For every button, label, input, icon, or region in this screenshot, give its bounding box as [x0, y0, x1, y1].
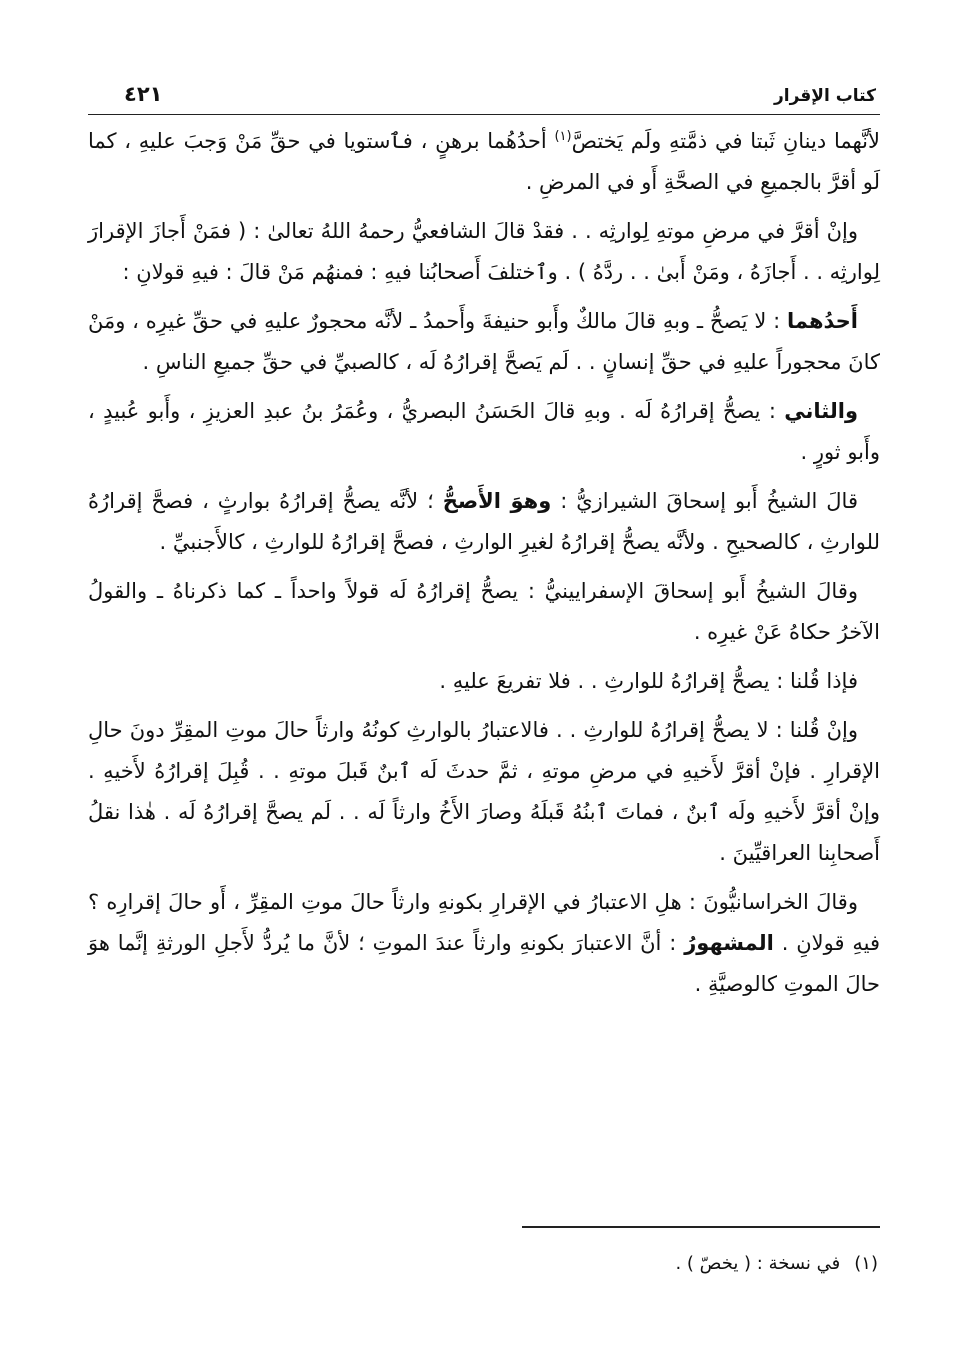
- paragraph-1-text-a: لأنَّهما دينانِ ثَبتا في ذمَّتهِ ولَم يَختصَّ: [571, 129, 880, 153]
- running-header: [88, 78, 880, 115]
- paragraph-9-text-a: وقالَ الخراسانيُّونَ : هلِ الاعتبارُ في الإقرارِ بكونهِ وارثاً حالَ موتِ المقِرِّ ، أَو حالَ إقرارِه ؟ فيهِ قولانِ .: [88, 890, 881, 955]
- paragraph-3-lead: أَحدُهما: [787, 309, 858, 333]
- paragraph-1-text-b: أحدُهُما برهنٍ ، فٱستويا في حقِّ مَنْ وَجبَ عليهِ ، كما لَو أقرَّ بالجميعِ في الصحَّةِ أَو في المرضِ .: [88, 129, 880, 194]
- footnote-reference: (١): [554, 129, 572, 144]
- paragraph-5: [88, 481, 880, 563]
- paragraph-9: [88, 882, 880, 1005]
- footnote-divider: [522, 1226, 880, 1228]
- paragraph-5-text-a: قالَ الشيخُ أَبو إسحاقَ الشيرازيُّ :: [551, 489, 858, 513]
- document-page: [88, 78, 880, 1348]
- paragraph-8: وإنْ قُلنا : لا يصحُّ إقرارُهُ للوارثِ . . فالاعتبارُ بالوارثِ كونُهُ وارثاً حالَ موتِ المقِرِّ دونَ حالِ الإقرارِ . فإنْ أقرَّ لأَخيهِ في مرضِ موتهِ ، ثمَّ حدثَ لَه ٱبنٌ قَبلَ موتهِ . . قُبِلَ إقرارُهُ لأَخيهِ . وإنْ أقرَّ لأَخيهِ ولَه ٱبنٌ ، فماتَ ٱبنُهُ قَبلَهُ وصارَ الأَخُ وارثاً لَه . . لَم يصحَّ إقرارُهُ لَه . هٰذا نقلُ أَصحابِنا العراقيِّينَ .: [88, 718, 880, 865]
- footnote-text: في نسخة : ( يخصّ ) .: [675, 1253, 841, 1274]
- paragraph-4-text: : يصحُّ إقرارُهُ لَه . وبهِ قالَ الحَسَنُ البصريُّ ، وعُمَرُ بنُ عبدِ العزيزِ ، وأَبو عُبيدٍ ، وأَبو ثورٍ .: [88, 399, 880, 464]
- paragraph-4-lead: والثاني: [784, 399, 858, 423]
- book-title: كتاب الإقرار: [773, 86, 876, 106]
- paragraph-7: فإذا قُلنا : يصحُّ إقرارُهُ للوارثِ . . فلا تفريعَ عليهِ .: [439, 669, 858, 693]
- paragraph-3: [88, 301, 880, 383]
- paragraph-1: [88, 121, 880, 203]
- paragraph-5-text-b: ؛ لأنَّه يصحُّ إقرارُهُ بوارثٍ ، فصحَّ إقرارُهُ للوارثِ ، كالصحيحِ . ولأنَّه يصحُّ إقرارُهُ لغيرِ الوارثِ ، فصحَّ إقرارُهُ للوارثِ ، كالأَجنبيِّ .: [88, 489, 880, 554]
- paragraph-9-text-b: : أنَّ الاعتبارَ بكونهِ وارثاً عندَ الموتِ ؛ لأنَّ ما يُردُّ لأَجلِ الورثةِ إنَّما هوَ حالَ الموتِ كالوصيَّةِ .: [88, 931, 880, 996]
- paragraph-2: وإنْ أقرَّ في مرضِ موتهِ لِوارثِه . . فقدْ قالَ الشافعيُّ رحمهُ اللهُ تعالىٰ : ( فمَنْ أَجازَ الإقرارَ لِوارثِه . . أَجازَهُ ، ومَنْ أَبىٰ . . ردَّهُ ) . وٱختلفَ أَصحابُنا فيهِ : فمنهُم مَنْ قالَ : فيهِ قولانِ :: [88, 219, 880, 284]
- paragraph-9-bold: المشهورُ: [684, 931, 774, 955]
- body-text: [88, 121, 880, 1005]
- paragraph-6: وقالَ الشيخُ أَبو إسحاقَ الإسفرايينيُّ : يصحُّ إقرارُهُ لَه قولاً واحداً ـ كما ذكرناهُ ـ والقولُ الآخرُ حكاهُ عَنْ غيرِه .: [88, 579, 880, 644]
- paragraph-5-bold: وهوَ الأَصحُّ: [442, 489, 552, 513]
- page-number: ٤٢١: [124, 82, 163, 106]
- footnote-mark: (١): [854, 1253, 878, 1274]
- paragraph-4: [88, 391, 880, 473]
- paragraph-3-text: : لا يَصحُّ ـ وبهِ قالَ مالكٌ وأَبو حنيفةَ وأَحمدُ ـ لأنَّه محجورٌ عليهِ في حقِّ غيرِه ، ومَنْ كانَ محجوراً عليهِ في حقِّ إنسانٍ . . لَم يَصحَّ إقرارُهُ لَه ، كالصبيِّ في حقِّ جميعِ الناسِ .: [88, 309, 880, 374]
- footnote: [675, 1250, 878, 1278]
